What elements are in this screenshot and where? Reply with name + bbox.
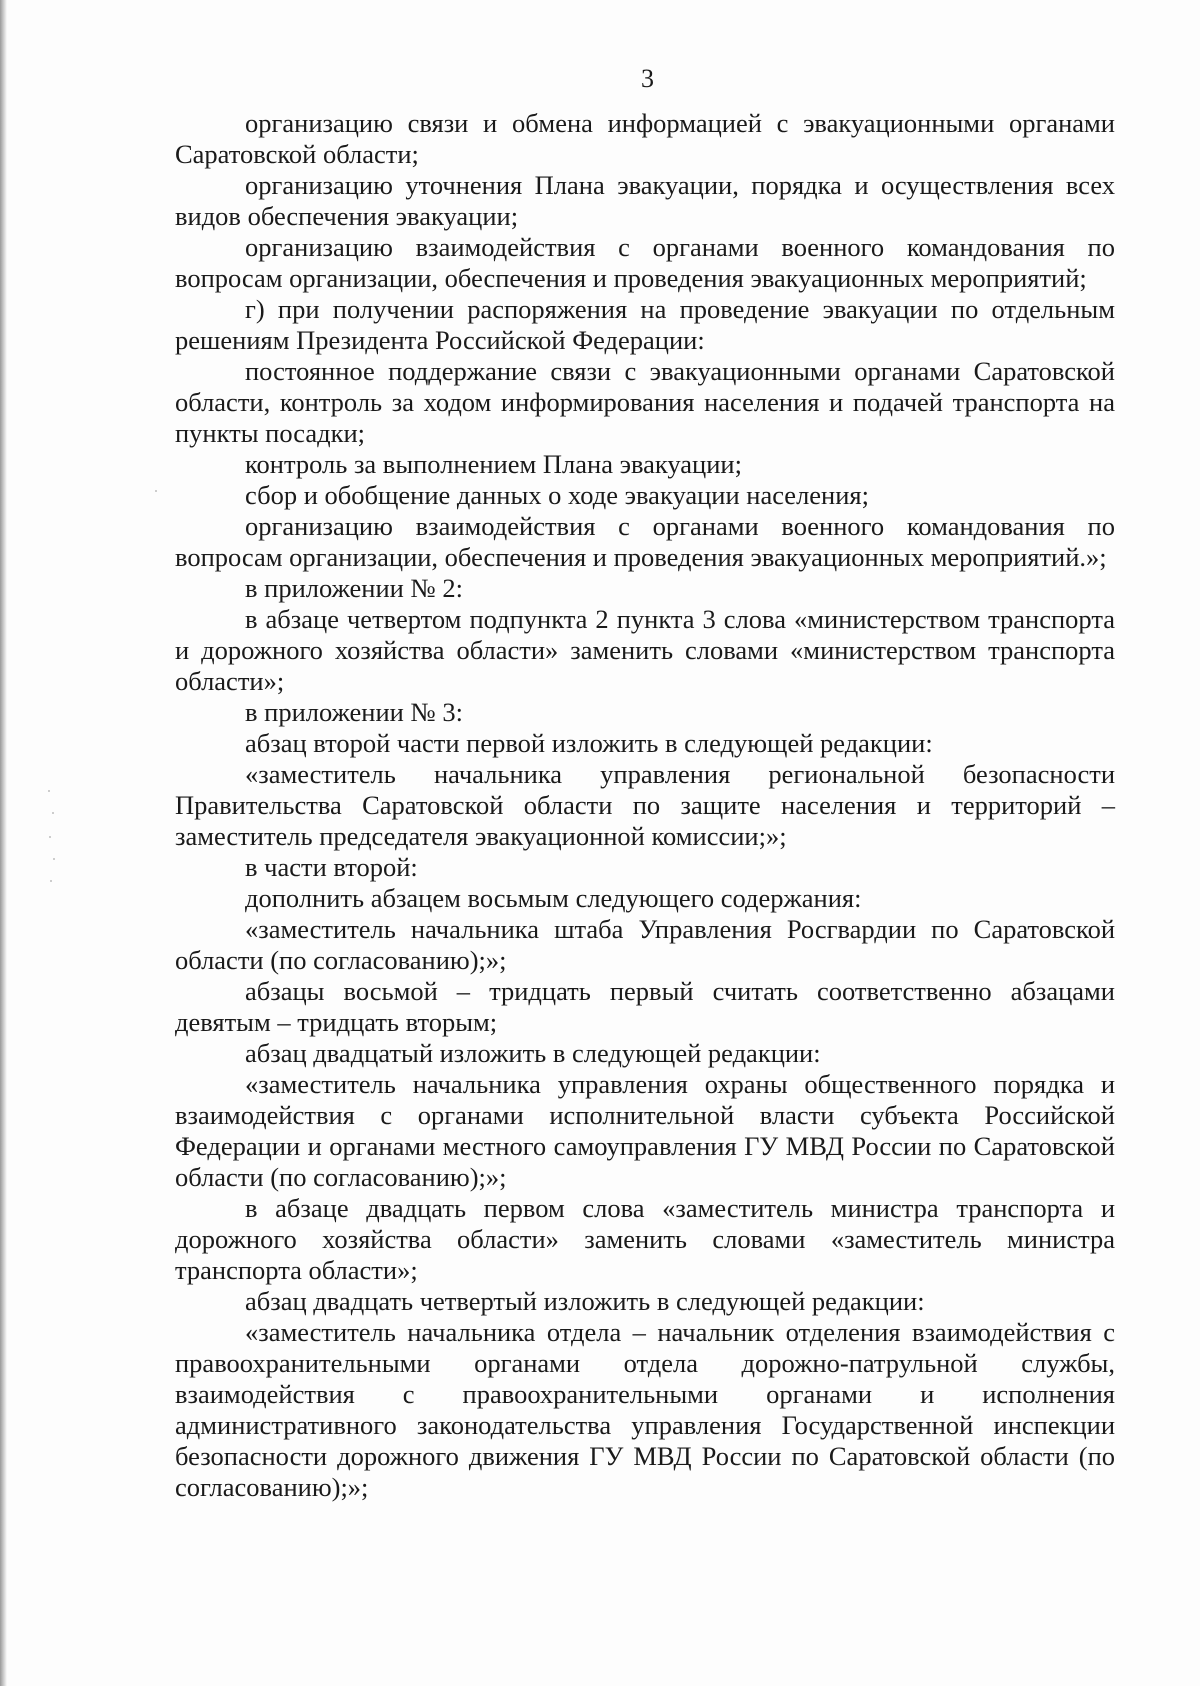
scan-speck — [155, 490, 157, 492]
paragraph: организацию уточнения Плана эвакуации, порядка и осуществления всех видов обеспечения эвакуации; — [175, 170, 1115, 231]
paragraph: абзац двадцать четвертый изложить в следующей редакции: — [245, 1286, 925, 1316]
paragraph: организацию взаимодействия с органами военного командования по вопросам организации, обеспечения и проведения эвакуационных мероприятий.»; — [175, 511, 1115, 572]
paragraph: «заместитель начальника управления охраны общественного порядка и взаимодействия с органами исполнительной власти субъекта Российской Федерации и органами местного самоуправления ГУ МВД России по Саратовской области (по согласованию);»; — [175, 1069, 1115, 1192]
scan-speck — [52, 812, 54, 814]
paragraph: «заместитель начальника отдела – начальник отделения взаимодействия с правоохранительными органами отдела дорожно-патрульной службы, взаимодействия с правоохранительными органами и исполнения административного законодательства управления Государственной инспекции безопасности дорожного движения ГУ МВД России по Саратовской области (по согласованию);»; — [175, 1317, 1115, 1502]
paragraph: контроль за выполнением Плана эвакуации; — [245, 449, 742, 479]
paragraph: организацию связи и обмена информацией с эвакуационными органами Саратовской области; — [175, 108, 1115, 169]
paragraph: организацию взаимодействия с органами военного командования по вопросам организации, обеспечения и проведения эвакуационных мероприятий; — [175, 232, 1115, 293]
paragraph: в приложении № 3: — [245, 697, 463, 727]
page-number: 3 — [641, 64, 654, 93]
paragraph: г) при получении распоряжения на проведение эвакуации по отдельным решениям Президента Российской Федерации: — [175, 294, 1115, 355]
paragraph: дополнить абзацем восьмым следующего содержания: — [245, 883, 862, 913]
paragraph: постоянное поддержание связи с эвакуационными органами Саратовской области, контроль за ходом информирования населения и подачей транспорта на пункты посадки; — [175, 356, 1115, 448]
paragraph: абзац второй части первой изложить в следующей редакции: — [245, 728, 933, 758]
scan-speck — [48, 790, 50, 792]
scan-speck — [50, 880, 52, 882]
document-body — [175, 108, 1115, 1503]
paragraph: в приложении № 2: — [245, 573, 463, 603]
paragraph: абзацы восьмой – тридцать первый считать соответственно абзацами девятым – тридцать вторым; — [175, 976, 1115, 1037]
scan-speck — [53, 858, 55, 860]
paragraph: в абзаце двадцать первом слова «заместитель министра транспорта и дорожного хозяйства области» заменить словами «заместитель министра транспорта области»; — [175, 1193, 1115, 1285]
paragraph: абзац двадцатый изложить в следующей редакции: — [245, 1038, 821, 1068]
scan-edge — [0, 0, 7, 1686]
paragraph: в абзаце четвертом подпункта 2 пункта 3 слова «министерством транспорта и дорожного хозяйства области» заменить словами «министерством транспорта области»; — [175, 604, 1115, 696]
paragraph: сбор и обобщение данных о ходе эвакуации населения; — [245, 480, 869, 510]
paragraph: «заместитель начальника управления региональной безопасности Правительства Саратовской области по защите населения и территорий – заместитель председателя эвакуационной комиссии;»; — [175, 759, 1115, 851]
scan-speck — [49, 836, 51, 838]
paragraph: «заместитель начальника штаба Управления Росгвардии по Саратовской области (по согласованию);»; — [175, 914, 1115, 975]
paragraph: в части второй: — [245, 852, 418, 882]
